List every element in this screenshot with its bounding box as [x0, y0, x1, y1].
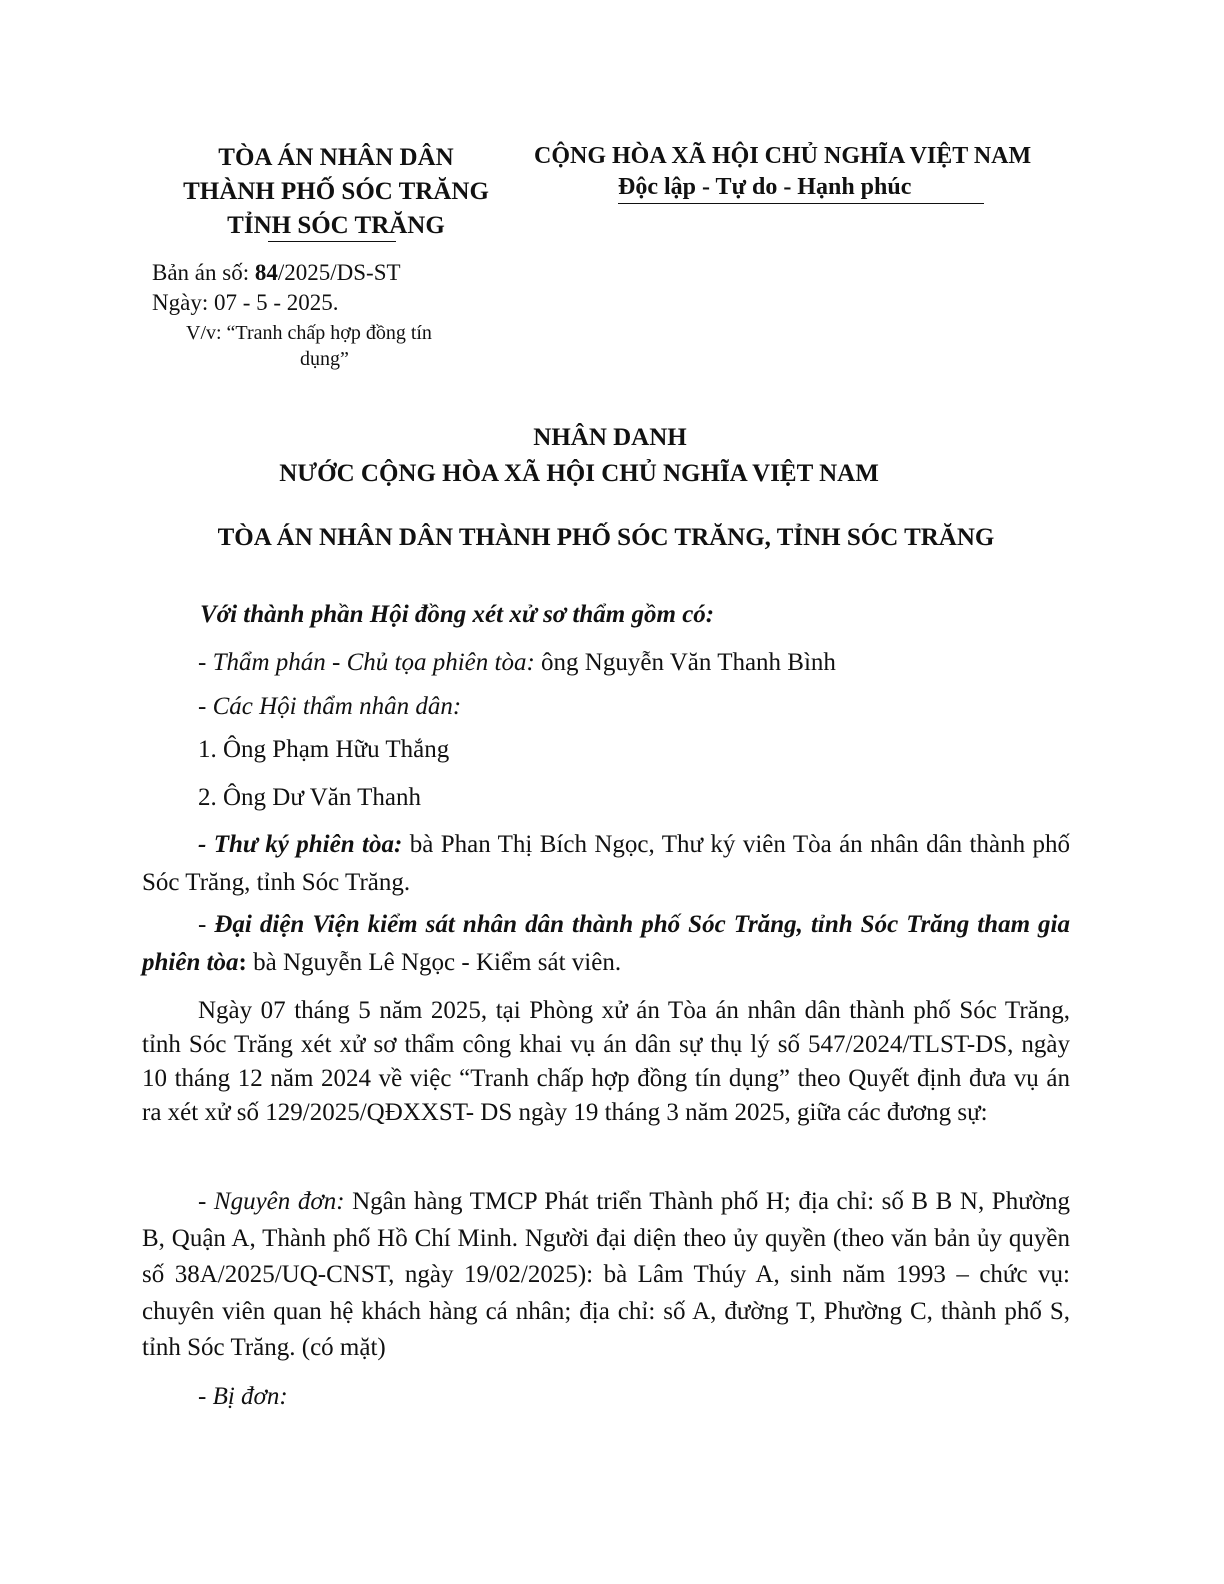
presiding-judge-label: - Thẩm phán - Chủ tọa phiên tòa:: [198, 649, 535, 676]
judgment-number: [152, 260, 401, 286]
court-name-line-3: TỈNH SÓC TRĂNG: [227, 212, 445, 239]
country-name: CỘNG HÒA XÃ HỘI CHỦ NGHĨA VIỆT NAM: [534, 143, 1032, 169]
header-underline: [268, 241, 396, 242]
procuracy-paragraph: [142, 906, 1070, 981]
juror-item: 2. Ông Dư Văn Thanh: [198, 784, 422, 811]
panel-intro: Với thành phần Hội đồng xét xử sơ thẩm gồm có:: [200, 601, 715, 628]
court-clerk-value: bà Phan Thị Bích Ngọc, Thư ký viên Tòa án nhân dân thành phố Sóc Trăng, tỉnh Sóc Trăng.: [142, 831, 1070, 896]
judgment-date: Ngày: 07 - 5 - 2025.: [152, 290, 339, 315]
procuracy-dash: -: [198, 911, 215, 938]
defendant-label: - Bị đơn:: [198, 1383, 288, 1410]
juror-item: 1. Ông Phạm Hữu Thắng: [198, 736, 450, 763]
plaintiff-label: - Nguyên đơn:: [198, 1188, 345, 1215]
hearing-paragraph: Ngày 07 tháng 5 năm 2025, tại Phòng xử án Tòa án nhân dân thành phố Sóc Trăng, tỉnh Sóc Trăng xét xử sơ thẩm công khai vụ án dân sự thụ lý số 547/2024/TLST-DS, ngày 10 tháng 12 năm 2024 về việc “Tranh chấp hợp đồng tín dụng” theo Quyết định đưa vụ án ra xét xử số 129/2025/QĐXXST- DS ngày 19 tháng 3 năm 2025, giữa các đương sự:: [142, 997, 1070, 1126]
court-full-heading: TÒA ÁN NHÂN DÂN THÀNH PHỐ SÓC TRĂNG, TỈNH SÓC TRĂNG: [217, 524, 995, 551]
case-subject-line-2: dụng”: [300, 348, 349, 370]
court-name-line-2: THÀNH PHỐ SÓC TRĂNG: [183, 178, 489, 205]
national-motto: Độc lập - Tự do - Hạnh phúc: [618, 174, 912, 200]
jurors-label: - Các Hội thẩm nhân dân:: [198, 693, 462, 720]
presiding-judge: [198, 644, 836, 682]
case-subject-line-1: V/v: “Tranh chấp hợp đồng tín: [186, 322, 432, 344]
state-heading: NƯỚC CỘNG HÒA XÃ HỘI CHỦ NGHĨA VIỆT NAM: [279, 460, 879, 487]
judgment-number-prefix: Bản án số:: [152, 260, 255, 285]
plaintiff-value: Ngân hàng TMCP Phát triển Thành phố H; địa chỉ: số B B N, Phường B, Quận A, Thành phố Hồ Chí Minh. Người đại diện theo ủy quyền (theo văn bản ủy quyền số 38A/2025/UQ-CNST, ngày 19/02/2025): bà Lâm Thúy A, sinh năm 1993 – chức vụ: chuyên viên quan hệ khách hàng cá nhân; địa chỉ: số A, đường T, Phường C, thành phố S, tỉnh Sóc Trăng. (có mặt): [142, 1188, 1070, 1361]
court-name-line-1: TÒA ÁN NHÂN DÂN: [218, 144, 454, 171]
in-name-of-heading: NHÂN DANH: [533, 424, 687, 451]
procuracy-label: Đại diện Viện kiểm sát nhân dân thành phố Sóc Trăng, tỉnh Sóc Trăng tham gia phiên tòa: [142, 911, 1070, 976]
procuracy-value: bà Nguyễn Lê Ngọc - Kiểm sát viên.: [246, 948, 622, 976]
plaintiff-paragraph: [142, 1184, 1070, 1367]
court-clerk-label: - Thư ký phiên tòa:: [198, 831, 403, 858]
judgment-number-value: 84: [254, 260, 278, 285]
motto-underline: [618, 203, 984, 204]
procuracy-colon: :: [238, 948, 247, 976]
presiding-judge-name: ông Nguyễn Văn Thanh Bình: [534, 649, 836, 676]
judgment-number-suffix: /2025/DS-ST: [277, 260, 401, 285]
court-clerk-paragraph: [142, 826, 1070, 901]
